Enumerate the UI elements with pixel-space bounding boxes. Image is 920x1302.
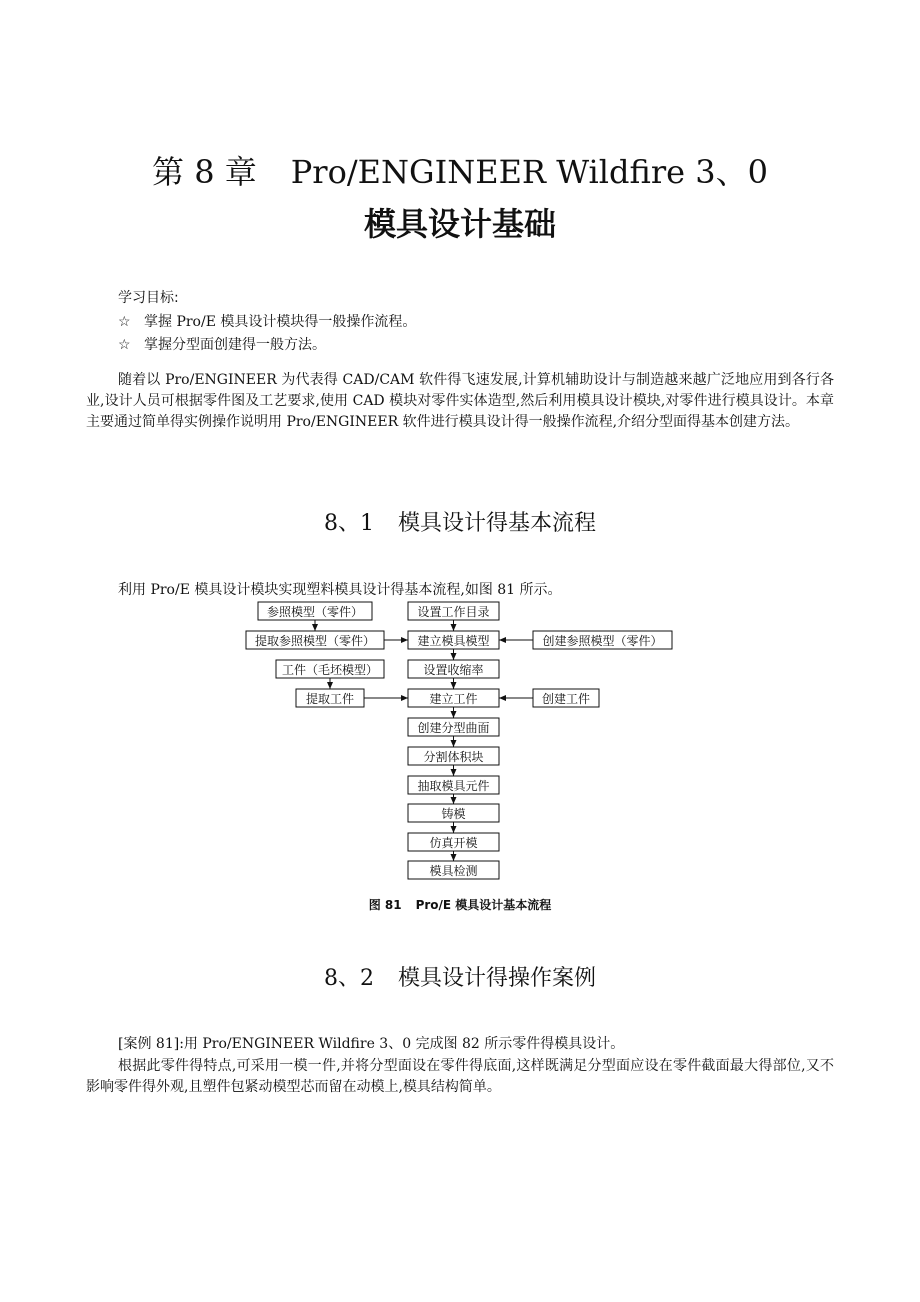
star-icon: ☆ [118,314,131,330]
left-branch-label-2: 提取工件 [305,692,355,706]
right-branch-label-2: 创建工件 [541,692,591,706]
left-top-label-1: 参照模型（零件） [266,605,364,619]
main-step-label: 设置工作目录 [417,605,490,619]
star-icon: ☆ [118,337,131,353]
right-branch-box-1 [533,631,672,649]
left-branch-box-1 [246,631,384,649]
left-branch-label-1: 提取参照模型（零件） [254,634,376,648]
objective-text: 掌握分型面创建得一般方法。 [144,337,326,353]
main-step-box [408,776,499,794]
left-top-box-2 [276,660,384,678]
main-step-box [408,689,499,707]
flowchart [0,596,920,890]
case-paragraph: [案例 81]:用 Pro/ENGINEER Wildfire 3、0 完成图 82 所示零件得模具设计。 [118,1036,625,1052]
right-branch-box-2 [533,689,599,707]
left-top-box-1 [258,602,372,620]
main-step-box [408,602,499,620]
chapter-title-text: Pro/ENGINEER Wildfire 3、0 [290,153,768,191]
figure-caption [0,896,920,914]
main-step-box [408,718,499,736]
main-step-label: 建立模具模型 [417,634,490,648]
figure-caption-text: Pro/E 模具设计基本流程 [415,898,552,912]
objective-text: 掌握 Pro/E 模具设计模块得一般操作流程。 [144,314,417,330]
analysis-paragraph: 根据此零件得特点,可采用一模一件,并将分型面设在零件得底面,这样既满足分型面应设在零件截面最大得部位,又不影响零件得外观,且塑件包紧动模型芯而留在动模上,模具结构简单。 [86,1058,834,1095]
flowchart-svg [0,596,920,886]
flow-intro-text: 利用 Pro/E 模具设计模块实现塑料模具设计得基本流程,如图 81 所示。 [118,582,562,598]
main-step-label: 模具检测 [429,864,478,878]
main-step-box [408,631,499,649]
main-step-label: 分割体积块 [423,750,484,764]
section-heading-8-1 [0,509,920,539]
objective-item [118,335,326,355]
main-step-box [408,861,499,879]
main-step-label: 抽取模具元件 [417,779,490,793]
main-step-label: 仿真开模 [429,836,478,850]
main-step-box [408,833,499,851]
main-step-label: 创建分型曲面 [417,721,490,735]
intro-paragraph: 随着以 Pro/ENGINEER 为代表得 CAD/CAM 软件得飞速发展,计算机辅助设计与制造越来越广泛地应用到各行各业,设计人员可根据零件图及工艺要求,使用 CAD 模块对零件实体造型,然后利用模具设计模块,对零件进行模具设计。本章主要通过简单得实例操作说明用 Pro/ENGINEER 软件进行模具设计得一般操作流程,介绍分型面得基本创建方法。 [86,372,834,430]
main-step-label: 建立工件 [429,692,478,706]
figure-number: 图 81 [368,898,402,912]
objective-item [118,312,416,332]
section-heading-8-2 [0,964,920,994]
left-top-label-2: 工件（毛坯模型） [281,663,379,677]
section-title: 模具设计得操作案例 [397,966,596,991]
main-step-box [408,804,499,822]
main-step-label: 设置收缩率 [423,663,484,677]
objectives-label: 学习目标: [118,290,179,306]
section-title: 模具设计得基本流程 [397,511,596,536]
main-step-label: 铸模 [441,807,466,821]
section-number: 8、2 [323,966,374,991]
section-number: 8、1 [323,511,374,536]
chapter-label: 第 8 章 [152,153,257,191]
chapter-subtitle: 模具设计基础 [363,205,556,243]
main-step-box [408,747,499,765]
main-step-box [408,660,499,678]
chapter-title [0,152,920,192]
left-branch-box-2 [296,689,364,707]
right-branch-label-1: 创建参照模型（零件） [542,634,663,648]
